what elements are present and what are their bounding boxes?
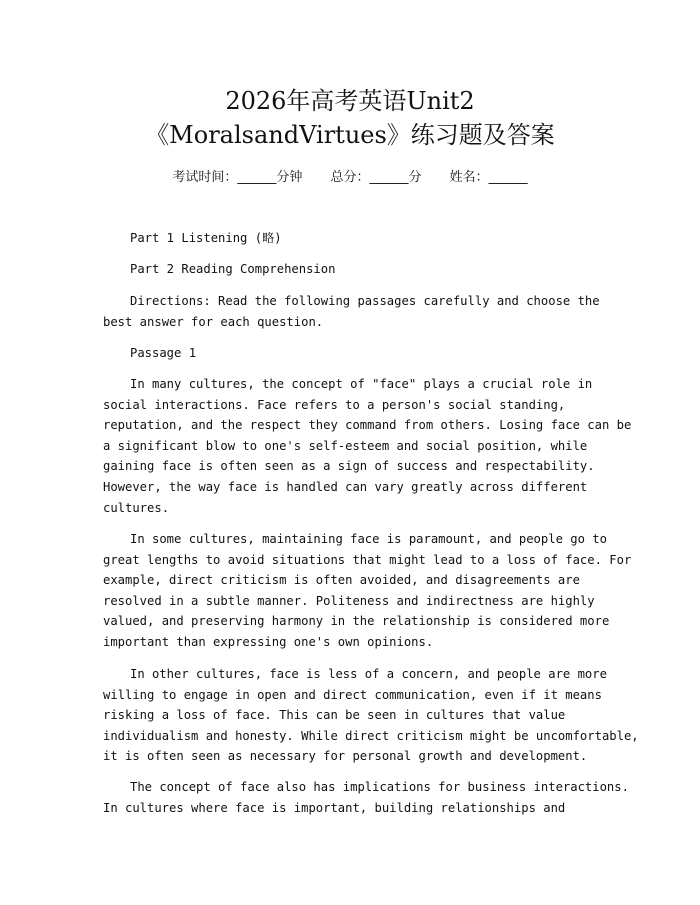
text-line: However, the way face is handled can vary greatly across different — [103, 479, 588, 494]
text-line: In many cultures, the concept of "face" plays a crucial role in — [130, 377, 593, 391]
directions-paragraph — [103, 291, 603, 332]
text-line: valued, and preserving harmony in the relationship is considered more — [103, 614, 610, 629]
text-line: willing to engage in open and direct communication, even if it means — [103, 687, 602, 702]
passage1-heading: Passage 1 — [130, 346, 197, 360]
passage1-paragraph-2 — [103, 529, 632, 653]
passage1-paragraph-4 — [103, 777, 629, 818]
directions-line: Directions: Read the following passages carefully and choose the — [130, 294, 600, 308]
document-title-line-2: 《MoralsandVirtues》练习题及答案 — [145, 121, 555, 149]
text-line: a significant blow to one's self-esteem and social position, while — [103, 438, 588, 453]
text-line: reputation, and the respect they command from others. Losing face can be — [103, 418, 632, 433]
text-line: resolved in a subtle manner. Politeness and indirectness are highly — [103, 593, 595, 608]
text-line: individualism and honesty. While direct criticism might be uncomfortable, — [103, 728, 639, 743]
text-line: social interactions. Face refers to a person's social standing, — [103, 397, 566, 412]
text-line: The concept of face also has implications for business interactions. — [130, 780, 629, 794]
text-line: important than expressing one's own opinions. — [103, 634, 434, 649]
passage1-paragraph-3 — [103, 664, 639, 767]
text-line: example, direct criticism is often avoided, and disagreements are — [103, 573, 580, 588]
part2-heading: Part 2 Reading Comprehension — [130, 262, 336, 276]
text-line: In some cultures, maintaining face is paramount, and people go to — [130, 532, 607, 546]
text-line: risking a loss of face. This can be seen in cultures that value — [103, 708, 566, 723]
passage1-paragraph-1 — [103, 374, 632, 518]
directions-line: best answer for each question. — [103, 314, 324, 329]
text-line: In other cultures, face is less of a concern, and people are more — [130, 667, 607, 681]
exam-student-name: 姓名：______ — [449, 170, 528, 185]
text-line: In cultures where face is important, building relationships and — [103, 800, 566, 815]
part1-heading: Part 1 Listening (略) — [130, 231, 282, 245]
text-line: great lengths to avoid situations that might lead to a loss of face. For — [103, 552, 632, 567]
document-title-line-1: 2026年高考英语Unit2 — [225, 87, 475, 115]
text-line: gaining face is often seen as a sign of success and respectability. — [103, 459, 595, 474]
exam-time: 考试时间：______分钟 — [172, 170, 303, 185]
exam-total-score: 总分：______分 — [330, 170, 422, 185]
text-line: it is often seen as necessary for personal growth and development. — [103, 749, 588, 764]
text-line: cultures. — [103, 500, 170, 515]
exam-info — [0, 169, 700, 187]
